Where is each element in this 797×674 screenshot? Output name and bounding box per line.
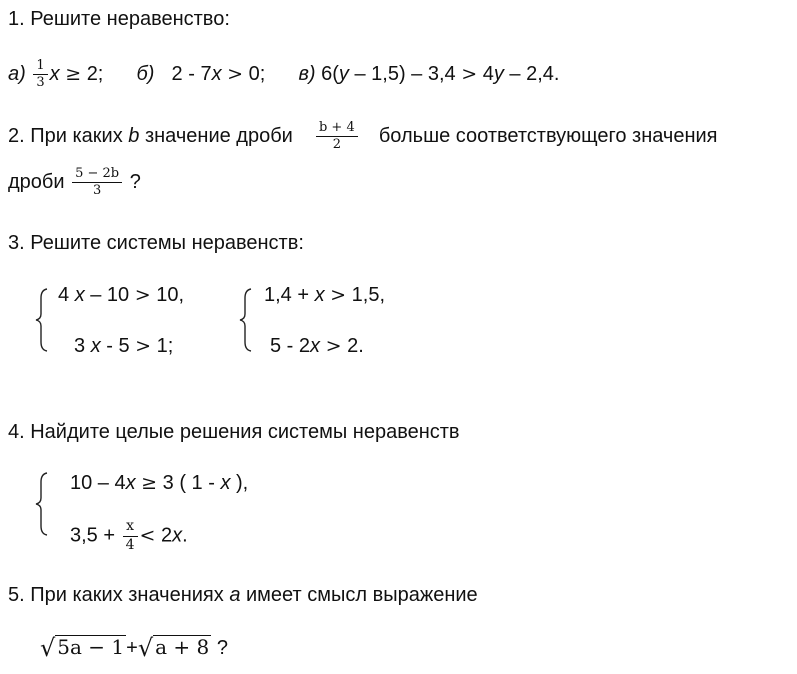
problem-4-title: 4. Найдите целые решения системы неравенств [8,421,460,443]
fraction-5-minus-2b-over-3: $\frac{5 - 2b}{3}$ [72,166,122,200]
sqrt-5a-minus-1: √ 5a − 1 [40,634,125,662]
system-1-brace [34,288,50,352]
problem-1-items: а) $\frac{1}{3}$ х ≥ 2; б) 2 - 7x > 0; в) 6(y – 1,5) – 3,4 > 4y – 2,4. [8,58,560,91]
problem-1-title: 1. Решите неравенство: [8,8,230,30]
problem-5-title: 5. При каких значениях a имеет смысл выражение [8,584,478,606]
item-a-label: а) [8,63,26,86]
sqrt-a-plus-8: √ a + 8 [137,634,210,662]
problem-2-line-2: дроби $\frac{5 - 2b}{3}$ ? [8,166,141,199]
system-3-brace [34,472,50,536]
item-c-label: в) [298,63,316,86]
fraction-b-plus-4-over-2: $\frac{b + 4}{2}$ [316,120,358,154]
system-2-line-2: 5 - 2x > 2. [270,335,364,357]
system-1-line-2: 3 x - 5 > 1; [74,335,174,357]
problem-3-title: 3. Решите системы неравенств: [8,232,304,254]
problem-2-line-1: 2. При каких b значение дроби $\frac{b + 4}{2}$ больше соответствующего значения [8,120,718,153]
system-3-line-2: 3,5 + $\frac{x}{4}$ < 2x. [70,518,188,553]
fraction-one-third: $\frac{1}{3}$ [33,58,47,92]
item-b-label: б) [136,63,155,86]
problem-5-expression: √ 5a − 1 +√ a + 8 ? [40,634,228,662]
system-2-brace [238,288,254,352]
system-3-line-1: 10 – 4x ≥ 3 ( 1 - x ), [70,472,249,494]
fraction-x-over-4: $\frac{x}{4}$ [123,518,138,554]
system-1-line-1: 4 x – 10 > 10, [58,284,185,306]
system-2-line-1: 1,4 + x > 1,5, [264,284,386,306]
